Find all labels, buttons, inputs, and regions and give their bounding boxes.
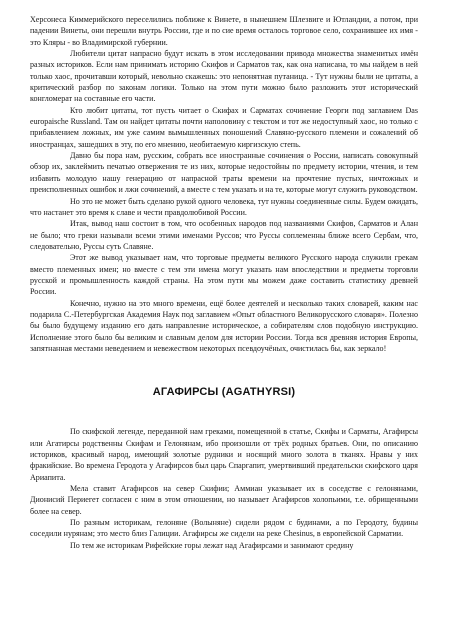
paragraph-7: Этот же вывод указывает нам, что торговые предметы великого Русского народа служили грекам вместо племенных имен; но вместе с тем эти имена могут указать нам впоследствии и предметы торговли русской и промышленность каждой страны. На этом пути мы можем даже составить статистику древней России. [30,253,418,297]
paragraph-1: Херсонеса Киммерийского переселились поближе к Винете, в нынешнем Шлезвиге и Ютландии, а потом, при падении Винеты, они перешли внутрь России, где и по сие время осталось торговое село, сохранившее их имя - это Кляры - во Владимирской губернии. [30,15,418,47]
paragraph-4: Давно бы пора нам, русским, собрать все иностранные сочинения о России, написать совокупный обзор их, заклеймить печатью отвержения те из них, которые недостойны по предмету истории, чтения, и тем избавить молодую нашу генерацию от напрасной траты времени на прочтение пустых, ничтожных и преисполненных ошибок и лжи сочинений, а вместе с тем указать и на те, которые могут служить руководством. [30,151,418,195]
section-heading: АГАФИРСЫ (AGATHYRSI) [152,386,296,399]
paragraph-12: По тем же историкам Рифейские горы лежат над Агафирсами и занимают средину [70,540,354,550]
paragraph-5: Но это не может быть сделано рукой одного человека, тут нужны соединенные силы. Будем ожидать, что настанет это время к славе и чести правдолюбивой России. [30,196,418,217]
section-1 [30,14,418,354]
paragraph-10: Мела ставит Агафирсов на север Скифии; Аммиан указывает их в соседстве с гелонянами, Дионисий Периегет согласен с ним в этом отношении, но называет Агафирсов холопьими, т.е. обрищенными более на север. [30,484,418,516]
paragraph-11: По разным историкам, гелоняне (Волыняне) сидели рядом с будинами, а по Геродоту, будины соседили нурянам; это место близ Галиции. Агафирсы же сидели на реке Chesinus, в европейской Сарматии. [30,518,418,539]
paragraph-9: По скифской легенде, переданной нам греками, помещенной в статье, Скифы и Сарматы, Агафирсы или Агатирсы родственны Скифам и Гелонянам, ибо произошли от трёх родных братьев. Они, по описанию историков, красивый народ, имеющий золотые рудники и носящий много золота в тканях. Нравы у них фракийские. Во времена Геродота у Агафирсов был царь Спаргапит, умертвивший предательски скифского царя Ариапита. [30,427,418,482]
section-2 [30,426,418,551]
paragraph-8: Конечно, нужно на это много времени, ещё более деятелей и несколько таких словарей, каким нас подарила С.-Петербургская Академия Наук под заглавием «Опыт областного Великорусского словаря». Полезно бы было будущему изданию его дать направление историческое, а собирателям слов подобную инструкцию. Исполнение этого было бы великим и славным делом для истории России. Тогда вся древняя история Европы, запятнанная местами неведением и невежеством некоторых псевдоучёных, очистилась бы, как зеркало! [30,298,418,353]
paragraph-3: Кто любит цитаты, тот пусть читает о Скифах и Сарматах сочинение Георги под заглавием Das europaische Russland. Там он найдет цитаты почти наполовину с текстом и тот же недоступный хаос, но только с прибавлением ложных, им уже самим вымышленных поношений Славяно-русского племени и сожалений об иностранцах, зашедших в эту, по его мнению, необитаемую киргизскую степь. [30,105,418,149]
paragraph-6: Итак, вывод наш состоит в том, что особенных народов под названиями Скифов, Сарматов и Алан не было; что греки называли всеми этими именами Руссов; что Руссы соплеменны ближе всего Сербам, что, следовательно, Руссы суть Славяне. [30,219,418,251]
paragraph-2: Любители цитат напрасно будут искать в этом исследовании привода множества знаменитых имён разных историков. Если нам принимать историю Скифов и Сарматов так, как она написана, то мы найдем в ней только хаос, прочитавши который, невольно скажешь: это непонятная путаница. - Тут нужны были не цитаты, а критический разбор по законам логики. Только на этом пути можно было разложить этот исторический конгломерат на составные его части. [30,49,418,104]
